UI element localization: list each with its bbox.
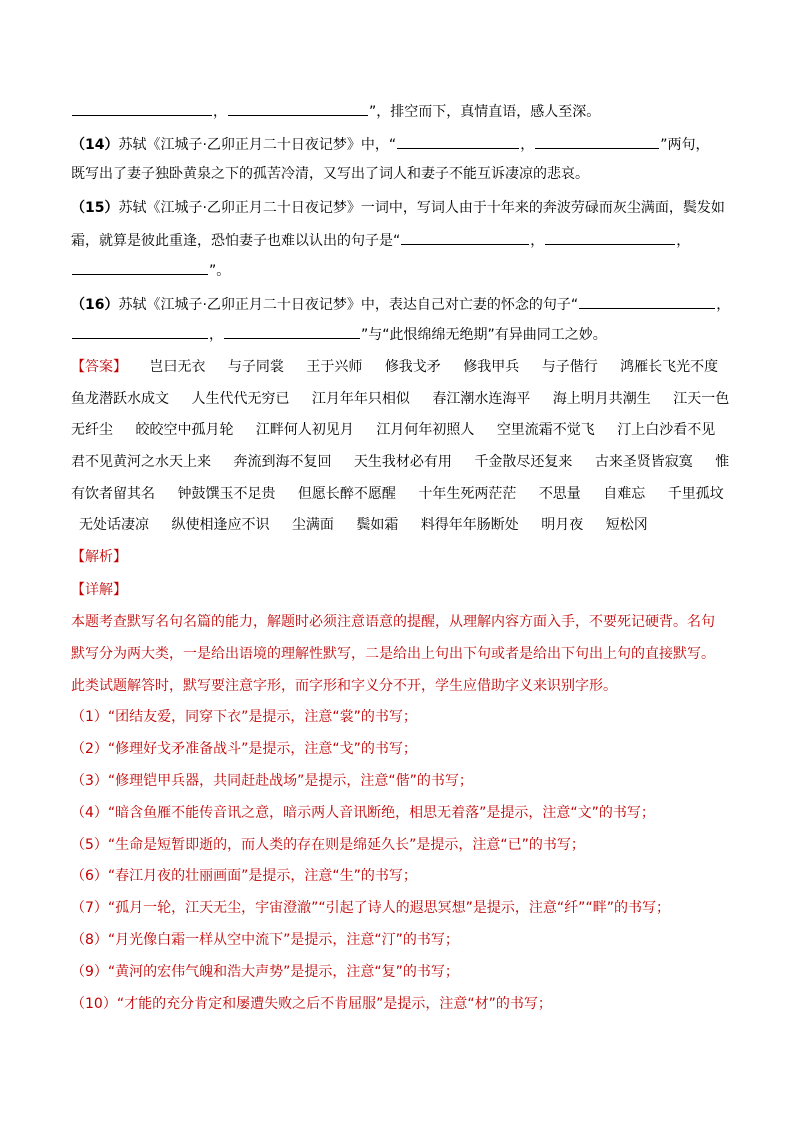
question-16-line-1: （16）苏轼《江城子·乙卯正月二十日夜记梦》中，表达自己对亡妻的怀念的句子“ ，: [71, 294, 730, 314]
detail-item: （4）“暗含鱼雁不能传音讯之意，暗示两人音讯断绝，相思无着落”是提示，注意“文”的书写；: [71, 805, 655, 821]
answer-row: [71, 452, 729, 472]
answer-item: 奔流到海不复回: [233, 454, 332, 470]
answer-row: [71, 420, 715, 440]
answer-blank[interactable]: [401, 230, 529, 245]
detail-item-number: （5）: [71, 837, 108, 853]
detail-item: （3）“修理铠甲兵器，共同赶赴战场”是提示，注意“偕”的书写；: [71, 773, 473, 789]
answer-item: 与子偕行: [541, 359, 598, 375]
answer-item: 鸿雁长飞光不度: [620, 359, 719, 375]
answer-item: 鬓如霜: [356, 517, 399, 533]
answer-item: 无纤尘: [71, 422, 113, 438]
answer-item: 岂曰无衣: [149, 359, 206, 375]
answer-item: 十年生死两茫茫: [418, 486, 517, 502]
detail-item-number: （6）: [71, 868, 108, 884]
detail-item: （6）“春江月夜的壮丽画面”是提示，注意“生”的书写；: [71, 868, 417, 884]
question-number: （14）: [71, 137, 119, 153]
detail-item-number: （7）: [71, 900, 108, 916]
answer-item: 江天一色: [673, 391, 730, 407]
detail-item: （7）“孤月一轮，江天无尘，宇宙澄澈”“引起了诗人的遐思冥想”是提示，注意“纤”“畔”的书写；: [71, 900, 670, 916]
question-15-line-2: 霜，就算是彼此重逢，恐怕妻子也难以认出的句子是“ ， ，: [71, 230, 690, 250]
answer-item: 短松冈: [605, 517, 648, 533]
answer-item: 纵使相逢应不识: [171, 517, 270, 533]
detail-intro-line: 默写分为两大类，一是给出语境的理解性默写，二是给出上句出下句或者是给出下句出上句的直接默写。: [71, 646, 715, 662]
detail-item: （9）“黄河的宏伟气魄和浩大声势”是提示，注意“复”的书写；: [71, 964, 459, 980]
answer-item: 春江潮水连海平: [432, 391, 531, 407]
answer-item: 料得年年肠断处: [420, 517, 519, 533]
answer-item: 钟鼓馔玉不足贵: [177, 486, 276, 502]
answer-item: 尘满面: [291, 517, 334, 533]
question-13-tail: ， ”，排空而下，真情直语，感人至深。: [71, 101, 600, 121]
answer-item: 汀上白沙看不见: [617, 422, 716, 438]
answer-blank[interactable]: [579, 294, 715, 309]
detail-intro-line: 本题考查默写名句名篇的能力，解题时必须注意语意的提醒，从理解内容方面入手，不要死记硬背。名句: [71, 614, 715, 630]
detail-item: （1）“团结友爱，同穿下衣”是提示，注意“裳”的书写；: [71, 709, 417, 725]
answer-blank[interactable]: [545, 230, 675, 245]
question-number: （16）: [71, 297, 119, 313]
answer-item: 明月夜: [541, 517, 584, 533]
detail-item-number: （4）: [71, 805, 108, 821]
detail-item: （8）“月光像白霜一样从空中流下”是提示，注意“汀”的书写；: [71, 932, 459, 948]
analysis-label: 【解析】: [71, 549, 127, 565]
answer-label: 【答案】: [71, 359, 127, 375]
detail-item-number: （2）: [71, 741, 108, 757]
answer-blank[interactable]: [228, 101, 368, 116]
detail-item-number: （3）: [71, 773, 108, 789]
detail-item: （5）“生命是短暂即逝的，而人类的存在则是绵延久长”是提示，注意“已”的书写；: [71, 837, 585, 853]
answer-item: 江月年年只相似: [311, 391, 410, 407]
answer-item: 空里流霜不觉飞: [496, 422, 595, 438]
answer-blank[interactable]: [224, 324, 360, 339]
answer-row: [71, 389, 729, 409]
answer-item: 江畔何人初见月: [255, 422, 354, 438]
detail-item-number: （10）: [71, 996, 117, 1012]
answer-blank[interactable]: [72, 324, 208, 339]
answer-item: 修我戈矛: [384, 359, 441, 375]
answer-item: 江月何年初照人: [376, 422, 475, 438]
detail-item: （2）“修理好戈矛准备战斗”是提示，注意“戈”的书写；: [71, 741, 417, 757]
answer-item: 皎皎空中孤月轮: [135, 422, 234, 438]
answer-item: 王于兴师: [306, 359, 363, 375]
detail-item-number: （9）: [71, 964, 108, 980]
answer-item: 无处话凄凉: [79, 517, 149, 533]
answer-item: 不思量: [538, 486, 581, 502]
answer-item: 人生代代无穷已: [191, 391, 290, 407]
answer-item: 千金散尽还复来: [474, 454, 573, 470]
answer-blank[interactable]: [72, 101, 212, 116]
answer-item: 千里孤坟: [667, 486, 724, 502]
answer-item: 与子同裳: [227, 359, 284, 375]
answer-blank[interactable]: [397, 134, 519, 149]
answer-item: 鱼龙潜跃水成文: [71, 391, 169, 407]
question-14-line-2: 既写出了妻子独卧黄泉之下的孤苦冷清，又写出了词人和妻子不能互诉凄凉的悲哀。: [71, 166, 589, 182]
detail-item-number: （1）: [71, 709, 108, 725]
detail-label: 【详解】: [71, 582, 127, 598]
answer-item: 天生我材必有用: [353, 454, 452, 470]
answer-item: 但愿长醉不愿醒: [297, 486, 396, 502]
answer-item: 修我甲兵: [463, 359, 520, 375]
question-16-line-2: ， ”与“此恨绵绵无绝期”有异曲同工之妙。: [71, 324, 607, 344]
answer-item: 惟: [715, 454, 730, 470]
answer-row: [71, 484, 724, 504]
answer-blank[interactable]: [535, 134, 659, 149]
question-14-line-1: （14）苏轼《江城子·乙卯正月二十日夜记梦》中，“ ， ”两句，: [71, 134, 709, 154]
question-number: （15）: [71, 200, 119, 216]
answer-row: [79, 515, 648, 535]
answer-blank[interactable]: [72, 260, 208, 275]
detail-item: （10）“才能的充分肯定和屡遭失败之后不肯屈服”是提示，注意“材”的书写；: [71, 996, 552, 1012]
answer-item: 君不见黄河之水天上来: [71, 454, 211, 470]
answer-item: 海上明月共潮生: [552, 391, 651, 407]
question-15-line-1: （15）苏轼《江城子·乙卯正月二十日夜记梦》一词中，写词人由于十年来的奔波劳碌而灰尘满面，鬓发如: [71, 200, 725, 216]
detail-item-number: （8）: [71, 932, 108, 948]
answer-item: 自难忘: [603, 486, 646, 502]
answer-item: 有饮者留其名: [71, 486, 155, 502]
question-15-line-3: ”。: [71, 260, 230, 280]
detail-intro-line: 此类试题解答时，默写要注意字形，而字形和字义分不开，学生应借助字义来识别字形。: [71, 678, 617, 694]
answer-item: 古来圣贤皆寂寞: [594, 454, 693, 470]
answer-row: [71, 357, 718, 377]
